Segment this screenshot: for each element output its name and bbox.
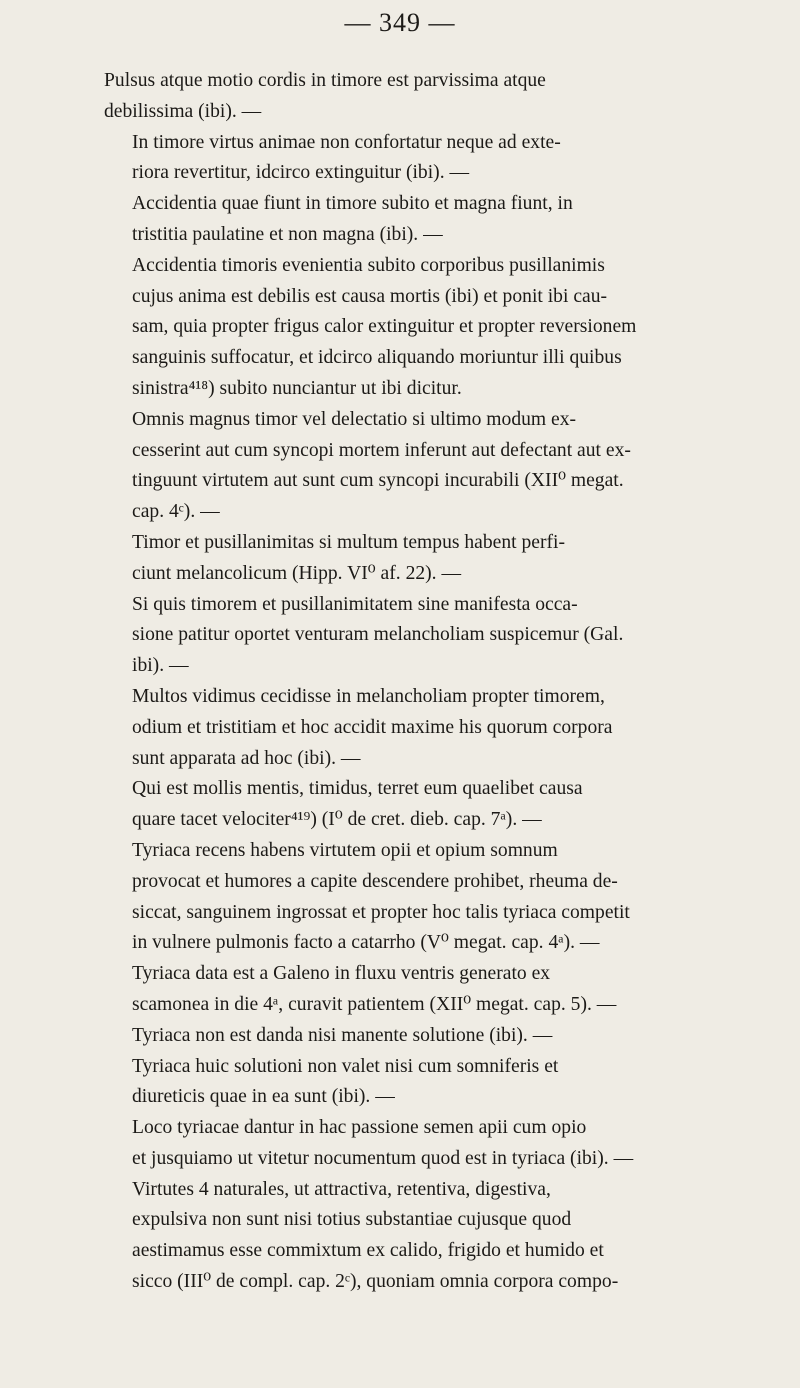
paragraph (104, 836, 748, 959)
text-line: Omnis magnus timor vel delectatio si ultimo modum ex- (132, 408, 577, 430)
text-line: ciunt melancolicum (Hipp. VI⁰ af. 22). — (132, 562, 462, 584)
text-line: expulsiva non sunt nisi totius substantiae cujusque quod (132, 1209, 572, 1231)
text-line: Pulsus atque motio cordis in timore est parvissima atque (104, 70, 546, 91)
paragraph (104, 128, 748, 190)
text-line: in vulnere pulmonis facto a catarrho (V⁰ megat. cap. 4ᵃ). — (132, 932, 600, 954)
paragraph (104, 682, 748, 774)
text-line: Si quis timorem et pusillanimitatem sine manifesta occa- (132, 593, 578, 615)
text-line: sione patitur oportet venturam melancholiam suspicemur (Gal. (132, 624, 624, 646)
text-line: Multos vidimus cecidisse in melancholiam propter timorem, (132, 685, 605, 707)
text-line: Loco tyriacae dantur in hac passione semen apii cum opio (132, 1117, 587, 1139)
text-line: tristitia paulatine et non magna (ibi). — (132, 223, 443, 245)
paragraph (104, 774, 748, 836)
page-number: — 349 — (344, 8, 456, 37)
text-line: Qui est mollis mentis, timidus, terret eum quaelibet causa (132, 778, 583, 800)
paragraph (104, 959, 748, 1021)
text-line: sanguinis suffocatur, et idcirco aliquando moriuntur illi quibus (132, 347, 622, 369)
paragraph (104, 528, 748, 590)
text-line: sinistra⁴¹⁸) subito nunciantur ut ibi dicitur. (132, 377, 462, 399)
paragraph (104, 1175, 748, 1298)
paragraph (104, 590, 748, 682)
text-line: Tyriaca recens habens virtutem opii et opium somnum (132, 839, 558, 861)
text-line: diureticis quae in ea sunt (ibi). — (132, 1086, 395, 1108)
text-line: quare tacet velociter⁴¹⁹) (I⁰ de cret. dieb. cap. 7ᵃ). — (132, 809, 542, 831)
text-line: Accidentia timoris evenientia subito corporibus pusillanimis (132, 254, 605, 276)
paragraph (104, 1113, 748, 1175)
text-line: cujus anima est debilis est causa mortis (ibi) et ponit ibi cau- (132, 285, 608, 307)
text-line: odium et tristitiam et hoc accidit maxime his quorum corpora (132, 716, 613, 738)
text-line: et jusquiamo ut vitetur nocumentum quod est in tyriaca (ibi). — (132, 1147, 634, 1169)
text-line: Tyriaca huic solutioni non valet nisi cum somniferis et (132, 1055, 559, 1077)
paragraph (104, 66, 748, 128)
body-text (104, 66, 748, 1298)
text-line: debilissima (ibi). — (104, 100, 262, 122)
text-line: Tyriaca non est danda nisi manente solutione (ibi). — (132, 1024, 553, 1046)
text-line: In timore virtus animae non confortatur neque ad exte- (132, 131, 561, 153)
paragraph (104, 189, 748, 251)
text-line: sam, quia propter frigus calor extinguitur et propter reversionem (132, 316, 637, 338)
paragraph (104, 1052, 748, 1114)
text-line: Tyriaca data est a Galeno in fluxu ventris generato ex (132, 963, 551, 985)
paragraph (104, 1021, 748, 1052)
text-line: tinguunt virtutem aut sunt cum syncopi incurabili (XII⁰ megat. (132, 470, 624, 492)
text-line: Timor et pusillanimitas si multum tempus habent perfi- (132, 531, 566, 553)
text-line: cesserint aut cum syncopi mortem inferunt aut defectant aut ex- (132, 439, 631, 461)
text-line: ibi). — (132, 655, 189, 677)
text-line: scamonea in die 4ᵃ, curavit patientem (XII⁰ megat. cap. 5). — (132, 993, 617, 1015)
text-line: sicco (III⁰ de compl. cap. 2ᶜ), quoniam omnia corpora compo- (132, 1271, 619, 1293)
text-line: sunt apparata ad hoc (ibi). — (132, 747, 361, 769)
text-line: provocat et humores a capite descendere prohibet, rheuma de- (132, 870, 618, 892)
text-line: riora revertitur, idcirco extinguitur (ibi). — (132, 162, 470, 184)
paragraph (104, 251, 748, 405)
text-line: Accidentia quae fiunt in timore subito et magna fiunt, in (132, 193, 573, 215)
text-line: siccat, sanguinem ingrossat et propter hoc talis tyriaca competit (132, 901, 630, 923)
text-line: aestimamus esse commixtum ex calido, frigido et humido et (132, 1240, 604, 1262)
text-line: Virtutes 4 naturales, ut attractiva, retentiva, digestiva, (132, 1178, 551, 1200)
paragraph (104, 405, 748, 528)
text-line: cap. 4ᶜ). — (132, 501, 220, 523)
